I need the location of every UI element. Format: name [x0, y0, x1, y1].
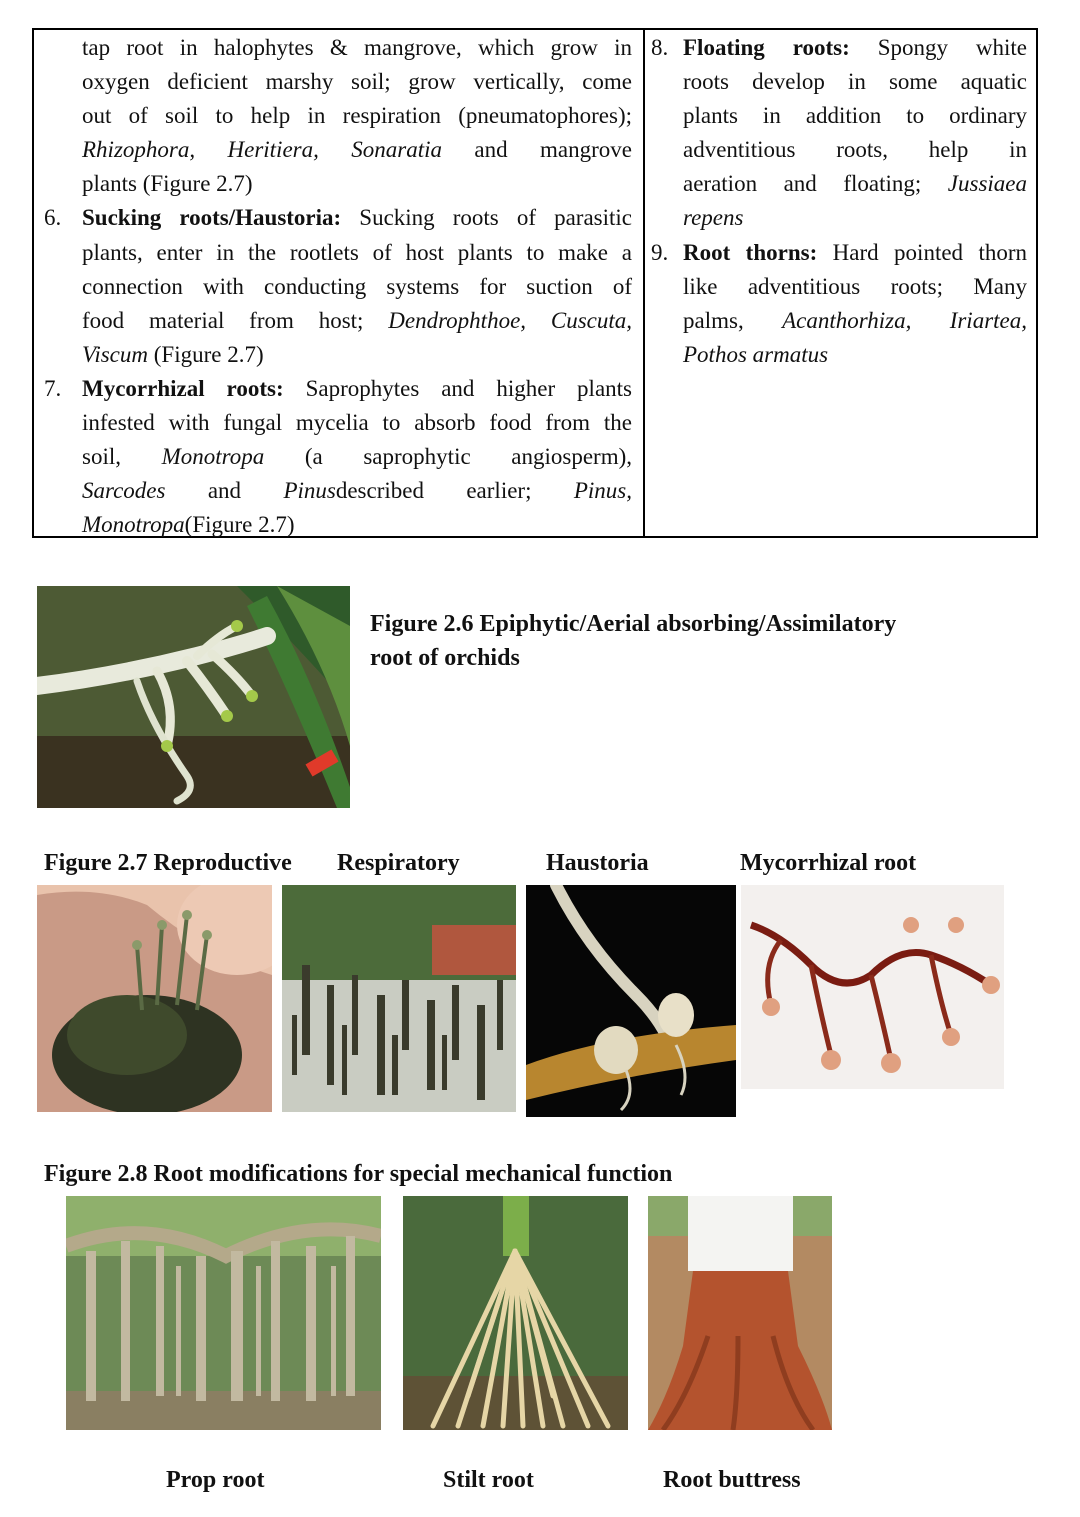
item8-line1-text: Spongy white: [849, 35, 1027, 60]
haustoria-label: Haustoria: [546, 850, 649, 876]
item6-line4: [40, 304, 632, 338]
item6-number: 6.: [44, 205, 62, 231]
item6-line2: plants, enter in the rootlets of host plants to make a: [82, 239, 632, 265]
respiratory-root-photo: [282, 885, 516, 1112]
item6-line4-text: food material from host;: [82, 307, 389, 333]
species-sarcodes: Sarcodes: [82, 478, 166, 504]
item6-line3: connection with conducting systems for suction of: [82, 273, 632, 299]
left-column: [40, 31, 632, 542]
species-heritiera: Heritiera,: [227, 137, 319, 163]
root-types-table: [32, 28, 1038, 538]
root-buttress-photo: [648, 1196, 832, 1430]
item5-line5: plants (Figure 2.7): [82, 171, 253, 197]
figure-2-8-caption: Figure 2.8 Root modifications for special mechanical function: [44, 1161, 673, 1187]
item6-line5: [40, 338, 632, 372]
species-pinus: Pinus: [283, 478, 336, 504]
item5-line4-end: and mangrove: [442, 137, 632, 163]
prop-root-label: Prop root: [166, 1467, 265, 1493]
item7-line1-text: Saprophytes and higher plants: [283, 375, 632, 401]
stilt-root-photo: [403, 1196, 628, 1430]
mycorrhizal-root-photo: [741, 885, 1004, 1089]
item7-line3-pre: soil,: [82, 444, 162, 470]
stilt-root-label: Stilt root: [443, 1467, 534, 1493]
item9-line3-text: palms,: [683, 307, 783, 333]
item7-line5: [40, 508, 632, 542]
species-sonaratia: Sonaratia: [351, 137, 442, 163]
item6-heading: Sucking roots/Haustoria:: [82, 205, 342, 231]
species-repens: repens: [683, 205, 744, 231]
item7-number: 7.: [44, 375, 62, 401]
species-dendrophthoe-cuscuta: Dendrophthoe, Cuscuta,: [388, 307, 632, 333]
respiratory-label: Respiratory: [337, 850, 460, 876]
figure-2-6-caption-line1: Figure 2.6 Epiphytic/Aerial absorbing/Assimilatory: [370, 611, 897, 637]
item8-number: 8.: [651, 35, 669, 60]
item8-line2: roots develop in some aquatic: [683, 69, 1027, 95]
item5-line3: out of soil to help in respiration (pneumatophores);: [82, 103, 632, 129]
item7-line4-and: and: [165, 478, 284, 504]
haustoria-photo: [526, 885, 736, 1117]
item6-line5-text: (Figure 2.7): [148, 341, 264, 367]
item7-line4-text: described earlier;: [335, 478, 574, 504]
item7-heading: Mycorrhizal roots:: [82, 375, 284, 401]
species-jussiaea: Jussiaea: [947, 171, 1027, 197]
orchid-aerial-root-photo: [37, 586, 350, 808]
item8-heading: Floating roots:: [683, 35, 850, 60]
item5-line2: oxygen deficient marshy soil; grow vertically, come: [82, 69, 632, 95]
item7-line3-text: (a saprophytic angiosperm),: [264, 444, 632, 470]
item9-line1-text: Hard pointed thorn: [817, 239, 1027, 265]
item7-line4: [40, 474, 632, 508]
item7-line5-text: (Figure 2.7): [184, 512, 295, 538]
reproductive-root-photo: [37, 885, 272, 1112]
figure-2-6-caption: [370, 607, 970, 675]
item5-line4: [40, 133, 632, 167]
item8-line6: [651, 201, 1027, 235]
species-pinus-2: Pinus,: [573, 478, 632, 504]
item7-line2: infested with fungal mycelia to absorb food from the: [82, 410, 632, 436]
item9-line4: [651, 338, 1027, 372]
item6-line1-text: Sucking roots of parasitic: [341, 205, 632, 231]
species-monotropa: Monotropa: [161, 444, 265, 470]
item7-line1: [40, 372, 632, 406]
item8-line4: adventitious roots, help in: [683, 137, 1027, 163]
item8-line1: [651, 31, 1027, 65]
species-monotropa-2: Monotropa: [82, 512, 185, 538]
species-viscum: Viscum: [82, 341, 149, 367]
item8-line3: plants in addition to ordinary: [683, 103, 1027, 129]
item9-line1: [651, 236, 1027, 270]
item9-line2: like adventitious roots; Many: [683, 273, 1027, 299]
species-acanthorhiza-iriartea: Acanthorhiza, Iriartea,: [782, 307, 1027, 333]
mycorrhizal-root-label: Mycorrhizal root: [740, 850, 917, 876]
figure-2-7-label: Figure 2.7 Reproductive: [44, 850, 292, 876]
item8-line5: [651, 167, 1027, 201]
item5-line1: tap root in halophytes & mangrove, which grow in: [82, 35, 632, 60]
column-divider: [643, 30, 645, 536]
item8-line5-text: aeration and floating;: [683, 171, 948, 197]
item7-line3: [40, 440, 632, 474]
item9-line3: [651, 304, 1027, 338]
prop-root-photo: [66, 1196, 381, 1430]
right-column: [651, 31, 1027, 372]
item9-number: 9.: [651, 239, 669, 265]
item9-heading: Root thorns:: [683, 239, 818, 265]
species-pothos-armatus: Pothos armatus: [683, 341, 829, 367]
figure-2-6-caption-line2: root of orchids: [370, 645, 520, 671]
root-buttress-label: Root buttress: [663, 1467, 801, 1493]
species-rhizophora: Rhizophora,: [82, 137, 196, 163]
item6-line1: [40, 201, 632, 235]
